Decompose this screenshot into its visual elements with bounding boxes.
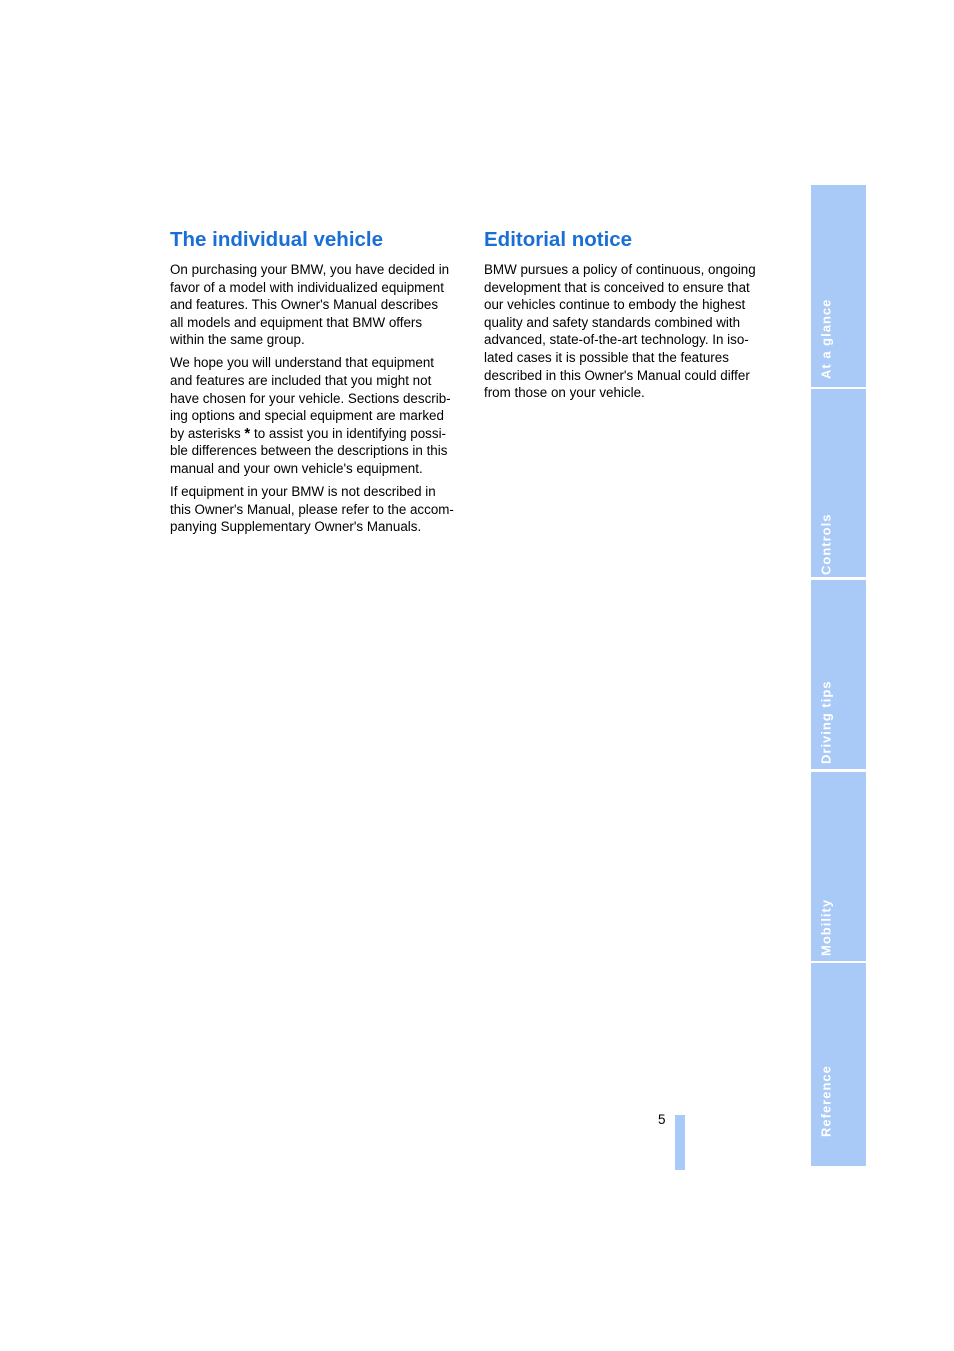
section-individual-vehicle — [170, 227, 462, 541]
text-line: quality and safety standards combined with — [484, 314, 741, 330]
text-line: If equipment in your BMW is not described in — [170, 484, 436, 500]
text-line: ing options and special equipment are marked — [170, 408, 444, 424]
tab-label: Reference — [818, 1065, 834, 1137]
chapter-tabs — [811, 185, 866, 1166]
text-line: We hope you will understand that equipment — [170, 355, 435, 371]
tab-label: Controls — [818, 513, 834, 575]
text-line: ble differences between the descriptions in this — [170, 443, 448, 459]
text-line: have chosen for your vehicle. Sections describ- — [170, 390, 451, 406]
text-line: described in this Owner's Manual could differ — [484, 367, 750, 383]
text-line: and features. This Owner's Manual describes — [170, 297, 439, 313]
tab-controls[interactable] — [811, 389, 866, 577]
text-segment: by asterisks — [170, 425, 245, 441]
text-line: from those on your vehicle. — [484, 385, 645, 401]
tab-label: Mobility — [818, 898, 834, 956]
paragraph — [170, 483, 462, 536]
tab-mobility[interactable] — [811, 772, 866, 961]
paragraph — [170, 261, 462, 349]
tab-label: Driving tips — [818, 680, 834, 764]
section-heading: The individual vehicle — [170, 228, 384, 251]
text-line: panying Supplementary Owner's Manuals. — [170, 519, 422, 535]
paragraph — [484, 261, 776, 402]
tab-driving-tips[interactable] — [811, 580, 866, 769]
text-line: On purchasing your BMW, you have decided in — [170, 262, 450, 277]
asterisk-icon: * — [244, 424, 251, 442]
tab-at-a-glance[interactable] — [811, 185, 866, 387]
text-line: and features are included that you might not — [170, 373, 432, 389]
text-segment: to assist you in identifying possi- — [250, 425, 447, 441]
text-line: this Owner's Manual, please refer to the accom- — [170, 501, 454, 517]
section-heading: Editorial notice — [484, 228, 633, 251]
page-marker-bar — [675, 1115, 685, 1170]
text-line: development that is conceived to ensure that — [484, 279, 750, 295]
text-line: our vehicles continue to embody the highest — [484, 297, 746, 313]
page-number: 5 — [658, 1112, 666, 1127]
text-line: within the same group. — [170, 332, 305, 348]
text-line: BMW pursues a policy of continuous, ongoing — [484, 262, 756, 277]
text-line: favor of a model with individualized equipment — [170, 279, 444, 295]
section-editorial-notice — [484, 227, 776, 407]
text-line: advanced, state-of-the-art technology. In iso- — [484, 332, 749, 348]
paragraph — [170, 354, 462, 477]
tab-label: At a glance — [818, 298, 834, 379]
text-line: lated cases it is possible that the features — [484, 349, 729, 365]
text-line: manual and your own vehicle's equipment. — [170, 461, 423, 477]
text-line: all models and equipment that BMW offers — [170, 314, 423, 330]
tab-reference[interactable] — [811, 963, 866, 1166]
text-line-with-asterisk — [170, 425, 462, 443]
